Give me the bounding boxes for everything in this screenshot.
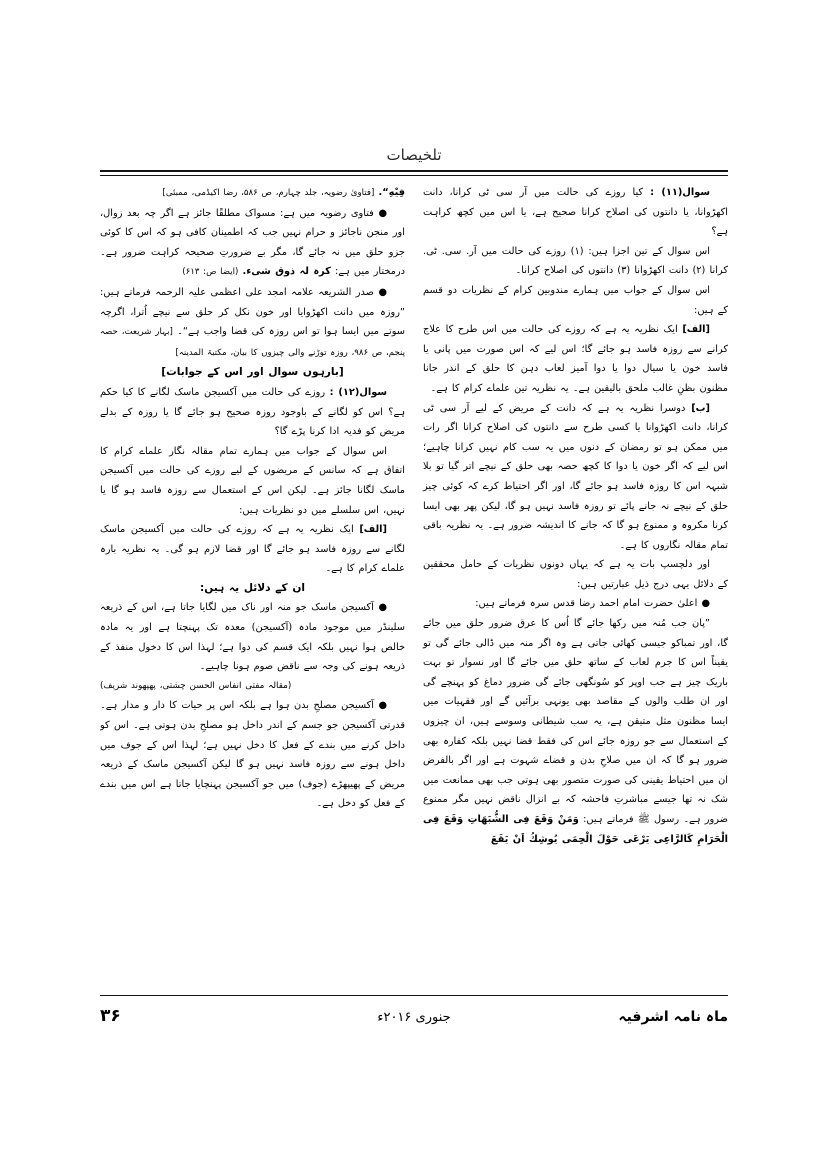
- question-11-parts: اس سوال کے تین اجزا ہیں: (۱) روزے کی حالت میں آر. سی. ٹی. کرانا (۲) دانت اکھڑوانا (۳) دانتوں کی اصلاح کرانا۔: [423, 245, 728, 277]
- page-title: تلخیصات: [386, 146, 442, 164]
- issue-date: جنوری ۲۰۱۶ء: [377, 1010, 451, 1025]
- question-11: [423, 183, 728, 242]
- answer-intro-11: اس سوال کے جواب میں ہمارے مندوبین کرام کے نظریات دو قسم کے ہیں:: [423, 284, 728, 316]
- header-rule: [100, 170, 728, 176]
- view-alif-12-label: [الف]: [359, 524, 387, 536]
- reference-aizan: (ایضا ص: ۶۱۳): [182, 267, 239, 278]
- fatwa-quote-text: ”پان جب مُنہ میں رکھا جائے گا اُس کا عرق ضرور حلق میں جائے گا، اور تمباکو جیسی کھائی جاتی ہے وہ اگر منہ میں ڈالی جائے گی تو یقیناً اس کا جرم لعاب کے ساتھ حلق میں جائے گا اور نسوار تو بہت باریک چیز ہے جب اوپر کو سُونگھی جائے گی ضرور دماغ کو پہنچے گی اور ان طلب والوں کے مقاصد بھی یونہی برآئیں گے اور فقہیات میں ایسا مظنون مثل متیقن ہے، یہ سب شیطانی وسوسے ہیں، ان چیزوں کے استعمال سے جو روزہ جائے اس کی فقط قضا نہیں بلکہ کفارہ بھی ضرور ہو گا کہ ان میں صلاحِ بدن و قضاے شہوت ہے اور اگر بالفرض ان میں احتیاط یقینی کی صورت متصور بھی ہوتی جب بھی ممانعت میں شک نہ تھا جیسے مباشرتِ فاحشہ کہ بے انزال ناقض نہیں مگر ممنوع ضرور ہے۔ رسول ﷺ فرماتے ہیں:: [423, 618, 728, 825]
- hadith-end-word: فِیْهِ“.: [378, 187, 405, 198]
- bullet-oxygen-1: ● آکسیجن ماسک جو منہ اور ناک میں لگایا جاتا ہے، اس کے ذریعہ سلینڈر میں موجود مادہ (آکسیجن) معدہ تک پہنچتا ہے اور یہ مادہ خالص ہوا نہیں بلکہ ایک قسم کی دوا ہے؛ لہذا اس کا دخول منفذ کے ذریعہ ہونے کی وجہ سے ناقض صوم ہونا چاہیے۔: [100, 602, 405, 673]
- citation-mufti-anfas: (مقالہ مفتی انفاس الحسن چشتی، پھپھوند شریف): [100, 680, 292, 691]
- page-content: [100, 146, 728, 989]
- bullet-ala-hazrat: ● اعلیٰ حضرت امام احمد رضا قدس سرہ فرماتے ہیں:: [475, 598, 710, 610]
- two-column-body: [100, 183, 728, 989]
- bullet-fatawa-text: ● فتاوی رضویہ میں ہے: مسواک مطلقًا جائز ہے اگر چہ بعد زوال، اور منجن ناجائز و حرام نہیں جب کہ اطمینان کافی ہو کہ اس کا کوئی جزو حلق میں نہ جائے گا، مگر بے ضرورتِ صحیحہ کراہت ضرور ہے۔ درمختار میں ہے:: [100, 207, 405, 278]
- hadith-arabic: وَمَنْ وَقَعَ فِی الشُّبَهَاتِ وَقَعَ فِی الْحَرَامِ كَالرَّاعِی یَرْعَی حَوْلَ الْحِمَی یُوشِكُ اَنْ یَقَعَ: [423, 814, 728, 845]
- view-alif-label: [الف]: [682, 324, 710, 336]
- question-12-text: روزے کی حالت میں آکسیجن ماسک لگانے کا کیا حکم ہے؟ اس کو لگانے کے باوجود روزہ صحیح ہو جائے گا یا روزہ کے بدلے مریض کو فدیہ ادا کرنا پڑے گا؟: [100, 386, 405, 438]
- view-alif-12-text: ایک نظریہ یہ ہے کہ روزے کی حالت میں آکسیجن ماسک لگانے سے روزہ فاسد ہو جائے گا اور قضا لازم ہو گی۔ یہ نظریہ بارہ علماے کرام کا ہے۔: [100, 524, 405, 575]
- view-alif-11: [423, 320, 728, 398]
- interesting-note: اور دلچسپ بات یہ ہے کہ یہاں دونوں نظریات کے حامل محققین کے دلائل یہی درج ذیل عبارتیں ہیں:: [423, 559, 728, 590]
- fatwa-quote: [423, 614, 728, 849]
- view-alif-12: [100, 520, 405, 579]
- dur-mukhtar-quote: کرہ لہ ذوق شیء.: [242, 266, 331, 278]
- magazine-name: ماہ نامہ اشرفیہ: [618, 1009, 728, 1025]
- section-heading-q12: [بارہوں سوال اور اس کے جوابات]: [161, 366, 344, 379]
- bullet-oxygen-2: ● آکسیجن مصلحِ بدن ہوا ہے بلکہ اس پر حیات کا دار و مدار ہے۔ قدرتی آکسیجن جو جسم کے اندر داخل ہو مصلحِ بدن ہوتی ہے۔ اس کو داخل کرنے میں بندے کے فعل کا دخل نہیں ہے؛ لہذا اس کے جوف میں داخل ہونے سے روزہ فاسد نہیں ہو گا لیکن آکسیجن ماسک کے ذریعہ مریض کے پھیپھڑے (جوف) میں جو آکسیجن پہنچایا جاتا ہے اس میں بندے کے فعل کو دخل ہے۔: [100, 700, 405, 810]
- column-left: [100, 183, 405, 989]
- answer-intro-12: اس سوال کے جواب میں ہمارے تمام مقالہ نگار علماے کرام کا اتفاق ہے کہ سانس کے مریضوں کے لیے روزے کی حالت میں آکسیجن ماسک لگانا جائز ہے۔ لیکن اس کے استعمال سے روزہ فاسد ہو گا یا نہیں، اس سلسلے میں دو نظریات ہیں:: [100, 445, 405, 516]
- view-ba-11: [423, 399, 728, 556]
- hadith-continuation: [100, 183, 405, 204]
- question-11-label: سوال(۱۱) :: [650, 187, 710, 198]
- evidence-heading: ان کے دلائل یہ ہیں:: [199, 581, 306, 594]
- page-footer: [100, 995, 728, 1026]
- bullet-fatawa-razawiyya: [100, 204, 405, 283]
- reference-bahar-shariat: [بہار شریعت، حصہ پنجم، ص ۹۸۶، روزہ توڑنے والی چیزوں کا بیان، مکتبۃ المدینہ]: [100, 327, 405, 358]
- view-alif-text: ایک نظریہ یہ ہے کہ روزے کی حالت میں اس طرح کا علاج کرانے سے روزہ فاسد ہو جائے گا؛ اس لیے کہ اس صورت میں پانی یا فاسد خون یا سیال دوا یا دوا آمیز لعاب دہن کا حلق کے اندر جانا مظنون بظنِ غالب ملحق بالیقین ہے۔ یہ نظریہ تین علماے کرام کا ہے۔: [423, 324, 728, 394]
- reference-fatawa-razawiyya: [فتاویٰ رضویہ، جلد چہارم، ص ۵۸۶، رضا اکیڈمی، ممبئی]: [162, 188, 375, 198]
- bullet-sadr-sharia: [100, 283, 405, 363]
- bullet-sadr-text: ● صدر الشریعہ علامہ امجد علی اعظمی علیہ الرحمہ فرماتے ہیں: ”روزہ میں دانت اکھڑوایا اور خون نکل کر حلق سے نیچے اُترا، اگرچہ سوتے میں ایسا ہوا تو اس روزہ کی قضا واجب ہے“۔: [100, 286, 405, 338]
- view-ba-label: [ب]: [691, 402, 710, 414]
- view-ba-text: دوسرا نظریہ یہ ہے کہ دانت کے مریض کے لیے آر سی ٹی کرانا، دانت اکھڑوانا یا کسی طرح سے دانتوں کی اصلاح کرانا اگر رات میں ممکن ہو تو رمضان کے دنوں میں یہ سب کام نہیں کرانا چاہیے؛ اس لیے کہ اگر خون یا دوا کا کچھ حصہ بھی حلق کے نیچے اتر گیا تو بلا شبہہ اس کا روزہ فاسد ہو جائے گا، اور اگر احتیاط کرے کہ کوئی چیز حلق کے نیچے نہ جانے پائے تو روزہ فاسد نہیں ہو گا، لیکن پھر بھی ایسا کرنا مکروہ و ممنوع ہو گا کہ جانے کا اندیشہ ضرور ہے۔ یہ نظریہ باقی تمام مقالہ نگاروں کا ہے۔: [423, 402, 728, 551]
- question-12-label: سوال(۱۲) :: [329, 386, 387, 398]
- question-12: [100, 383, 405, 442]
- page-number: ۳۶: [100, 1006, 121, 1026]
- question-11-text: کیا روزے کی حالت میں آر سی ٹی کرانا، دانت اکھڑوانا، یا دانتوں کی اصلاح کرانا صحیح ہے، یا اس میں کچھ کراہت ہے؟: [423, 187, 728, 238]
- column-right: [423, 183, 728, 989]
